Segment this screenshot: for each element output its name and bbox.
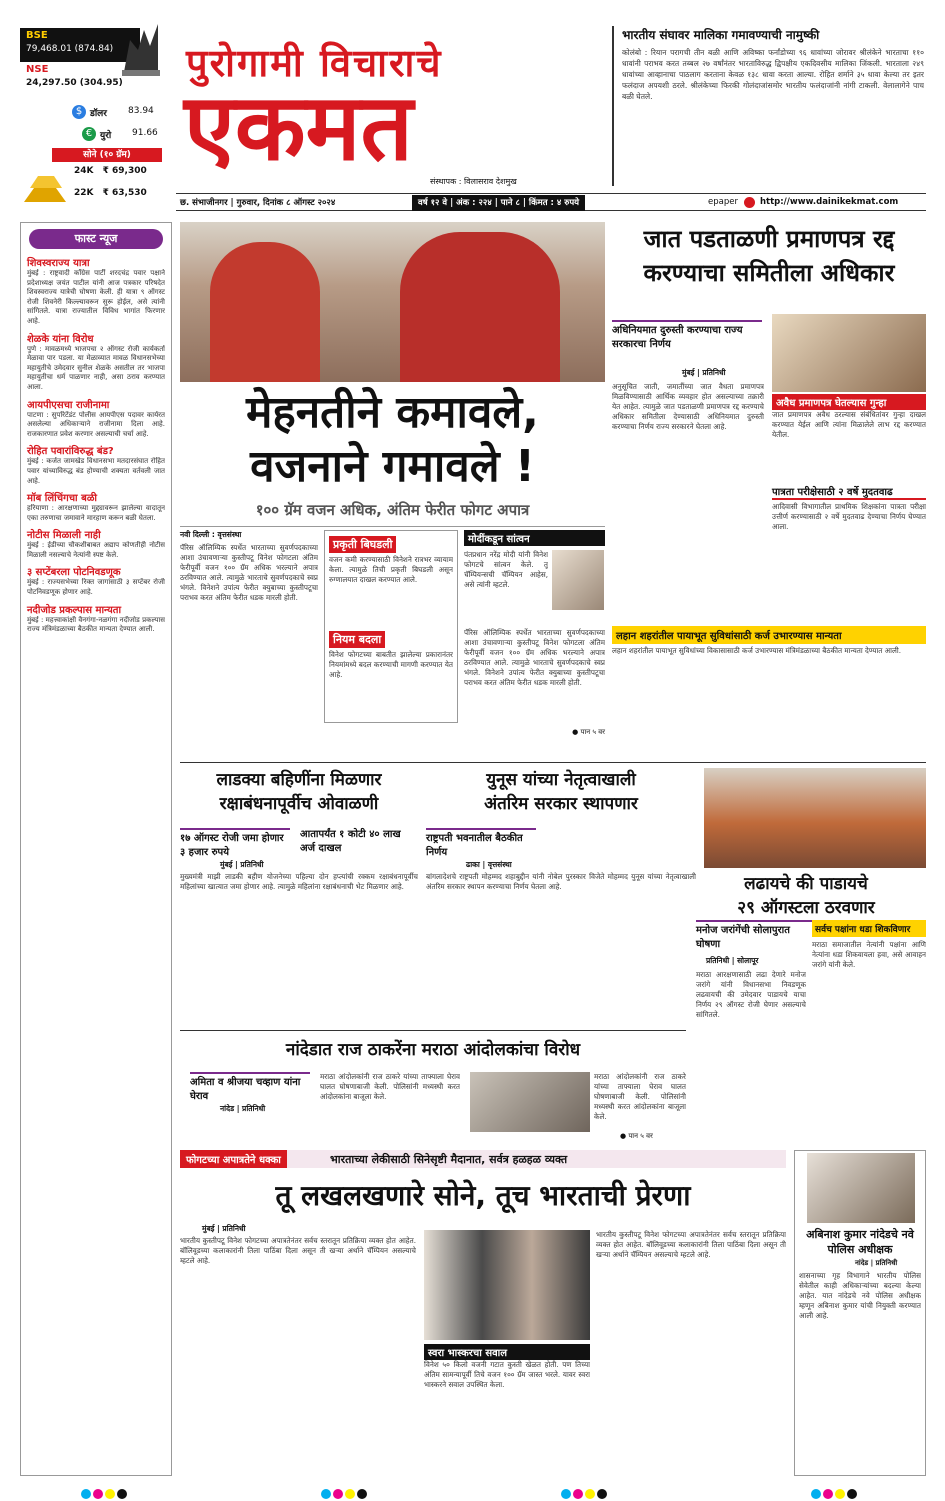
fast-news-item-body: मुंबई : राज्यसभेच्या रिक्त जागांसाठी ३ सप्टेंबर रोजी पोटनिवडणूक होणार आहे. [27, 578, 165, 597]
caste-body: अनुसूचित जाती, जमातींच्या जात वैधता प्रमाणपत्र मिळविण्यासाठी आर्थिक व्यवहार होत असल्याच्या तक्रारी येत आहेत. त्यामुळे जात पडताळणी प्रमाणपत्र रद्द करण्याचे अधिकार समितीला देण्यासाठी अधिनियमात दुरुस्ती करण्याचा निर्णय राज्य सरकारने घेतला आहे. [612, 382, 764, 431]
rally-photo [704, 768, 926, 868]
caste-byline: मुंबई | प्रतिनिधी [682, 368, 726, 377]
phogat-headline: तू लखलखणारे सोने, तूच भारताची प्रेरणा [275, 1179, 691, 1212]
yunus-headline-2: अंतरिम सरकार स्थापणार [484, 794, 638, 814]
fast-news-item-title: शेळके यांना विरोध [27, 333, 94, 345]
phogat-box-title: स्वरा भास्करचा सवाल [424, 1344, 590, 1360]
jarange-sub: मनोज जरांगेंची सोलापुरात घोषणा [696, 920, 816, 952]
vinesh-photo [180, 222, 605, 382]
jarange-body: मराठा आरक्षणासाठी लढा देणारे मनोज जरांगे यांनी विधानसभा निवडणूक लढवायची की उमेदवार पाडायचे याचा निर्णय २९ ऑगस्ट रोजी घेणार असल्याचे सांगितले. [696, 970, 806, 1019]
euro-icon: € [82, 127, 96, 141]
color-marks-right [810, 1484, 858, 1501]
bse-value: 79,468.01 (874.84) [26, 44, 114, 54]
raj-body: मराठा आंदोलकांनी राज ठाकरे यांच्या ताफ्याला घेराव घालत घोषणाबाजी केली. पोलिसांनी मध्यस्थी करत आंदोलकांना बाजूला केले. [320, 1072, 460, 1101]
dollar-value: 83.94 [128, 106, 154, 116]
ladki-sub2: आतापर्यंत १ कोटी ४० लाख अर्ज दाखल [300, 829, 401, 854]
fast-news-item-title: शिवस्वराज्य यात्रा [27, 258, 90, 269]
fast-news-item-body: मुंबई : महत्त्वाकांक्षी वैनगंगा-नळगंगा नदीजोड प्रकल्पास राज्य मंत्रिमंडळाच्या बैठकीत मान्यता देण्यात आली. [27, 615, 165, 634]
wrestler-left-figure [210, 242, 320, 382]
gold-22-value: ₹ 63,530 [102, 188, 147, 198]
dateline: छ. संभाजीनगर | गुरुवार, दिनांक ८ ऑगस्ट २०२४ [180, 198, 336, 208]
caste-headline-1: जात पडताळणी प्रमाणपत्र रद्द [643, 225, 895, 253]
fast-news [20, 222, 172, 1476]
ladki-sub1: १७ ऑगस्ट रोजी जमा होणार ३ हजार रुपये [180, 828, 290, 860]
euro-row [20, 126, 162, 144]
lead-subhead: १०० ग्रॅम वजन अधिक, अंतिम फेरीत फोगट अपात्र [255, 501, 530, 519]
lead-byline: नवी दिल्ली : वृत्तसंस्था [180, 530, 242, 539]
cm-photo [772, 314, 926, 392]
caste-story [612, 222, 926, 758]
yunus-body: बांगलादेशचे राष्ट्रपती मोहम्मद शहाबुद्दीन यांनी नोबेल पुरस्कार विजेते मोहम्मद युनूस यांच्या नेतृत्वाखाली अंतरिम सरकार स्थापन करण्याचा निर्णय घेतला आहे. [426, 872, 696, 891]
lead-headline-2: वजनाने गमावले ! [250, 441, 535, 492]
dollar-label: डॉलर [90, 109, 107, 119]
phogat-byline: मुंबई | प्रतिनिधी [202, 1224, 246, 1233]
phogat-strip [180, 1150, 786, 1168]
lead-story [180, 386, 605, 788]
masthead-founder: संस्थापक : विलासराव देशमुख [430, 177, 517, 186]
lead-box2-body: विनेश फोगटच्या बाबतीत झालेल्या प्रकारानंतर नियमांमध्ये बदल करण्याची मागणी करण्यात येत आहे. [329, 650, 453, 679]
dollar-row [20, 104, 162, 122]
raj-sub: अमिता व श्रीजया चव्हाण यांना घेराव [190, 1072, 310, 1104]
color-marks-left [80, 1484, 128, 1501]
globe-icon [744, 197, 755, 208]
raj-headline: नांदेडात राज ठाकरेंना मराठा आंदोलकांचा विरोध [285, 1040, 581, 1060]
top-right-news [612, 26, 924, 186]
masthead [176, 32, 596, 192]
market-panel [20, 20, 162, 206]
police-headline: अबिनाश कुमार नांदेडचे नवे पोलिस अधीक्षक [806, 1228, 914, 1256]
caste-box-body: जात प्रमाणपत्र अवैध ठरल्यास संबंधितांवर गुन्हा दाखल करण्यात येईल आणि त्यांना मिळालेले लाभ रद्द करण्यात येतील. [772, 410, 926, 439]
fast-news-item-title: रोहित पवारांविरुद्ध बंड? [27, 446, 114, 458]
gold-label: सोने (१० ग्रॅम) [52, 148, 162, 162]
phogat-story [180, 1176, 786, 1476]
bse-label: BSE [26, 30, 48, 41]
nse-box [20, 64, 162, 96]
lead-body: पॅरिस ऑलिम्पिक स्पर्धेत भारताच्या सुवर्णपदकाच्या आशा उंचावणाऱ्या कुस्तीपटू विनेश फोगटला अंतिम फेरीपूर्वी वजन १०० ग्रॅम अधिक भरल्याने अपात्र ठरविण्यात आले. त्यामुळे भारताचे सुवर्णपदकाचे स्वप्न भंगले. विनेशने उपांत्य फेरीत क्युबाच्या कुस्तीपटूचा पराभव करत अंतिम फेरीत धडक मारली होती. [180, 543, 318, 602]
nse-value: 24,297.50 (304.95) [26, 78, 123, 88]
dollar-icon: $ [72, 105, 86, 119]
jarange-box-title: सर्वच पक्षांना धडा शिकविणार [812, 920, 926, 937]
fast-news-item-body: हरियाणा : आरक्षणाच्या मुद्द्यावरून झालेल्या वादातून एका तरुणाचा जमावाने मारहाण करून बळी घेतला. [27, 504, 165, 522]
gold-24-value: ₹ 69,300 [102, 166, 147, 176]
caste-headline-2: करण्याचा समितीला अधिकार [643, 259, 895, 287]
lead-box1-body: वजन कमी करण्यासाठी विनेशने रात्रभर व्यायाम केला. त्यामुळे तिची प्रकृती बिघडली असून रुग्णालयात दाखल करण्यात आले. [329, 555, 453, 584]
modi-photo [552, 550, 604, 610]
masthead-tagline: पुरोगामी विचाराचे [186, 41, 443, 85]
phogat-strip-text: भारताच्या लेकीसाठी सिनेसृष्टी मैदानात, सर्वत्र हळहळ व्यक्त [330, 1153, 568, 1166]
jarange-headline-2: २९ ऑगस्टला ठरवणार [737, 898, 875, 918]
fast-news-item-title: ३ सप्टेंबरला पोटनिवडणूक [27, 567, 121, 579]
euro-label: युरो [100, 131, 112, 141]
gold-22-label: 22K [74, 188, 94, 198]
celebrity-collage [424, 1230, 590, 1340]
jarange-byline: प्रतिनिधी | सोलापूर [706, 956, 759, 965]
wrestler-right-figure [400, 232, 560, 382]
jarange-box-body: मराठा समाजातील नेत्यांनी पक्षांना आणि नेत्यांना धडा शिकवायला हवा, असे आवाहन जरांगे यांनी केले. [812, 940, 926, 969]
lead-body-cont: पॅरिस ऑलिम्पिक स्पर्धेत भारताच्या सुवर्णपदकाच्या आशा उंचावणाऱ्या कुस्तीपटू विनेश फोगटला अंतिम फेरीपूर्वी वजन १०० ग्रॅम अधिक भरल्याने अपात्र ठरविण्यात आले. त्यामुळे भारताचे सुवर्णपदकाचे स्वप्न भंगले. विनेशने उपांत्य फेरीत क्युबाच्या कुस्तीपटूचा पराभव करत अंतिम फेरीत धडक मारली होती. [464, 628, 605, 687]
phogat-box-body: विनेश ५० किलो वजनी गटात कुस्ती खेळत होती. पण तिच्या अंतिम सामन्यापूर्वी तिचे वजन १०० ग्रॅम जास्त भरले. यावर स्वरा भास्करने सवाल उपस्थित केला. [424, 1360, 590, 1389]
police-body: शासनाच्या गृह विभागाने भारतीय पोलिस सेवेतील काही अधिकाऱ्यांच्या बदल्या केल्या आहेत. यात नांदेडचे नवे पोलिस अधीक्षक म्हणून अबिनाश कुमार यांची नियुक्ती करण्यात आली आहे. [799, 1271, 921, 1320]
jarange-headline-1: लढायचे की पाडायचे [744, 874, 868, 894]
fast-news-item-title: मॉब लिंचिंगचा बळी [27, 493, 98, 505]
fast-news-header [29, 229, 163, 249]
dateline-bar [176, 193, 926, 211]
loan-title: लहान शहरांतील पायाभूत सुविधांसाठी कर्ज उभारण्यास मान्यता [612, 626, 926, 644]
fast-news-item-body: मुंबई : राष्ट्रवादी काँग्रेस पार्टी शरदचंद्र पवार पक्षाने प्रदेशाध्यक्ष जयंत पाटील यांनी आज पत्रकार परिषदेत शिवस्वराज्य यात्रेची घोषणा केली. ही यात्रा ९ ऑगस्ट रोजी शिवनेरी किल्ल्यावरून सुरू होईल, असे त्यांनी सांगितले. यात्रा राज्यातील विविध भागांत फिरणार आहे. [27, 269, 165, 325]
ladki-body: मुख्यमंत्री माझी लाडकी बहीण योजनेच्या पहिल्या दोन हप्त्यांची रक्कम रक्षाबंधनापूर्वीच महिलांच्या खात्यात जमा होणार आहे. त्यामुळे महिलांना रक्षाबंधनाची भेट मिळणार आहे. [180, 872, 418, 891]
police-photo [807, 1153, 915, 1223]
color-marks-mid [560, 1484, 608, 1501]
raj-photo [470, 1072, 590, 1132]
fast-news-item-body: पुणे : मावळमध्ये भाजपचा २ ऑगस्ट रोजी कार्यकर्ता मेळावा पार पडला. या मेळाव्यात मावळ विधानसभेच्या महायुतीचे उमेदवार सुनील शेळके असतील तर भाजपा महायुतीचा धर्म पाळणार नाही, असा ठराव करण्यात आला. [27, 344, 165, 391]
ladki-byline: मुंबई | प्रतिनिधी [220, 860, 264, 869]
phogat-body: भारतीय कुस्तीपटू विनेश फोगटच्या अपात्रतेनंतर सर्वच स्तरातून प्रतिक्रिया व्यक्त होत आहेत. बॉलिवूडच्या कलाकारांनी तिला पाठिंबा दिला असून ती खऱ्या अर्थाने चॅम्पियन असल्याचे म्हटले आहे. [180, 1236, 416, 1265]
raj-story [180, 1036, 686, 1146]
ladki-story [180, 768, 418, 1030]
fast-news-item-title: आयपीएसचा राजीनामा [27, 399, 110, 411]
phogat-body-cont: भारतीय कुस्तीपटू विनेश फोगटच्या अपात्रतेनंतर सर्वच स्तरातून प्रतिक्रिया व्यक्त होत आहेत. बॉलिवूडच्या कलाकारांनी तिला पाठिंबा दिला असून ती खऱ्या अर्थाने चॅम्पियन असल्याचे म्हटले आहे. [596, 1230, 786, 1259]
ladki-headline-1: लाडक्या बहिणींना मिळणार [216, 770, 382, 790]
fast-news-item-title: नदीजोड प्रकल्पास मान्यता [27, 604, 122, 616]
yunus-byline: ढाका | वृत्तसंस्था [466, 860, 512, 869]
yunus-headline-1: युनूस यांच्या नेतृत्वाखाली [486, 770, 636, 790]
top-right-body: कोलंबो : रियान परागची तीन बळी आणि अविष्का फर्नांडोच्या ९६ धावांच्या जोरावर श्रीलंकेने भारताचा ११० धावांनी पराभव करत तब्बल २७ वर्षांनंतर भारताविरुद्ध द्विपक्षीय एकदिवसीय मालिका जिंकली. भारताला २४९ धावांच्या आव्हानाचा पाठलाग करताना केवळ १३८ धावा करता आल्या. रोहित शर्माने ३५ धावा केल्या तर इतर फलंदाज अपयशी ठरले. श्रीलंकेच्या फिरकी गोलंदाजांसमोर भारतीय फलंदाजांनी नांगी टाकली. वेलालागेने पाच बळी घेतले. [622, 48, 924, 101]
issue-info: वर्ष १२ वे | अंक : २२४ | पाने ८ | किंमत : ४ रुपये [412, 195, 585, 211]
lead-headline-1: मेहनतीने कमावले, [246, 387, 539, 438]
yunus-story [426, 768, 696, 1030]
yunus-sub: राष्ट्रपती भवनातील बैठकीत निर्णय [426, 828, 536, 860]
fast-news-item-title: नोटीस मिळाली नाही [27, 530, 101, 542]
lead-continued: ● पान ५ वर [572, 728, 605, 736]
raj-byline: नांदेड | प्रतिनिधी [220, 1104, 266, 1113]
police-byline: नांदेड | प्रतिनिधी [855, 1259, 898, 1267]
color-marks-center [320, 1484, 368, 1501]
raj-continued: ● पान ५ वर [620, 1132, 653, 1140]
fast-news-item-body: मुंबई : ईडीच्या चौकशीबाबत अद्याप कोणतीही नोटीस मिळाली नसल्याचे नेत्यांनी स्पष्ट केले. [27, 541, 165, 559]
police-story [794, 1150, 926, 1476]
gold-24-label: 24K [74, 166, 94, 176]
lead-box1-title: प्रकृती बिघडली [329, 536, 396, 553]
lead-box3-body: पंतप्रधान नरेंद्र मोदी यांनी विनेश फोगटचे सांत्वन केले. तू चॅम्पियन्सची चॅम्पियन आहेस, असे त्यांनी म्हटले. [464, 550, 548, 589]
gold-bars-icon [20, 162, 70, 206]
lead-box2-title: नियम बदला [329, 631, 385, 648]
fast-news-item-body: मुंबई : कर्जत जामखेड विधानसभा मतदारसंघात रोहित पवार यांच्याविरुद्ध बंड होण्याची शक्यता वर्तवली जात आहे. [27, 457, 165, 485]
lead-box3-title: मोदींकडून सांत्वन [464, 530, 605, 546]
masthead-title: एकमत [184, 74, 413, 181]
caste-box2-title: पात्रता परीक्षेसाठी २ वर्षे मुदतवाढ [772, 484, 926, 500]
fast-news-header-label: फास्ट न्यूज [74, 232, 118, 245]
fast-news-item-body: पाटणा : सुपरिटेंडंट पोलीस आयपीएस पदावर कार्यरत असलेल्या अधिकाऱ्याने राजीनामा दिला आहे. राजकारणात प्रवेश करणार असल्याची चर्चा आहे. [27, 410, 165, 438]
ladki-headline-2: रक्षाबंधनापूर्वीच ओवाळणी [219, 794, 379, 814]
caste-box-title: अवैध प्रमाणपत्र घेतल्यास गुन्हा [772, 394, 926, 410]
phogat-strip-label: फोगटच्या अपात्रतेने धक्का [180, 1150, 287, 1168]
loan-body: लहान शहरांतील पायाभूत सुविधांच्या विकासासाठी कर्ज उभारण्यास मंत्रिमंडळाच्या बैठकीत मान्यता देण्यात आली. [612, 646, 902, 655]
caste-box2-body: आदिवासी विभागातील प्राथमिक शिक्षकांना पात्रता परीक्षा उत्तीर्ण करण्यासाठी २ वर्षे मुदतवाढ देण्याचा निर्णय घेण्यात आला. [772, 502, 926, 531]
epaper-label[interactable]: epaper [708, 197, 738, 207]
raj-body-cont: मराठा आंदोलकांनी राज ठाकरे यांच्या ताफ्याला घेराव घालत घोषणाबाजी केली. पोलिसांनी मध्यस्थी करत आंदोलकांना बाजूला केले. [594, 1072, 686, 1121]
top-right-headline: भारतीय संघावर मालिका गमावण्याची नामुष्की [622, 28, 820, 42]
nse-label: NSE [26, 64, 49, 75]
caste-subhead: अधिनियमात दुरुस्ती करण्याचा राज्य सरकारचा निर्णय [612, 320, 762, 352]
website-link[interactable]: http://www.dainikekmat.com [760, 197, 899, 207]
euro-value: 91.66 [132, 128, 158, 138]
